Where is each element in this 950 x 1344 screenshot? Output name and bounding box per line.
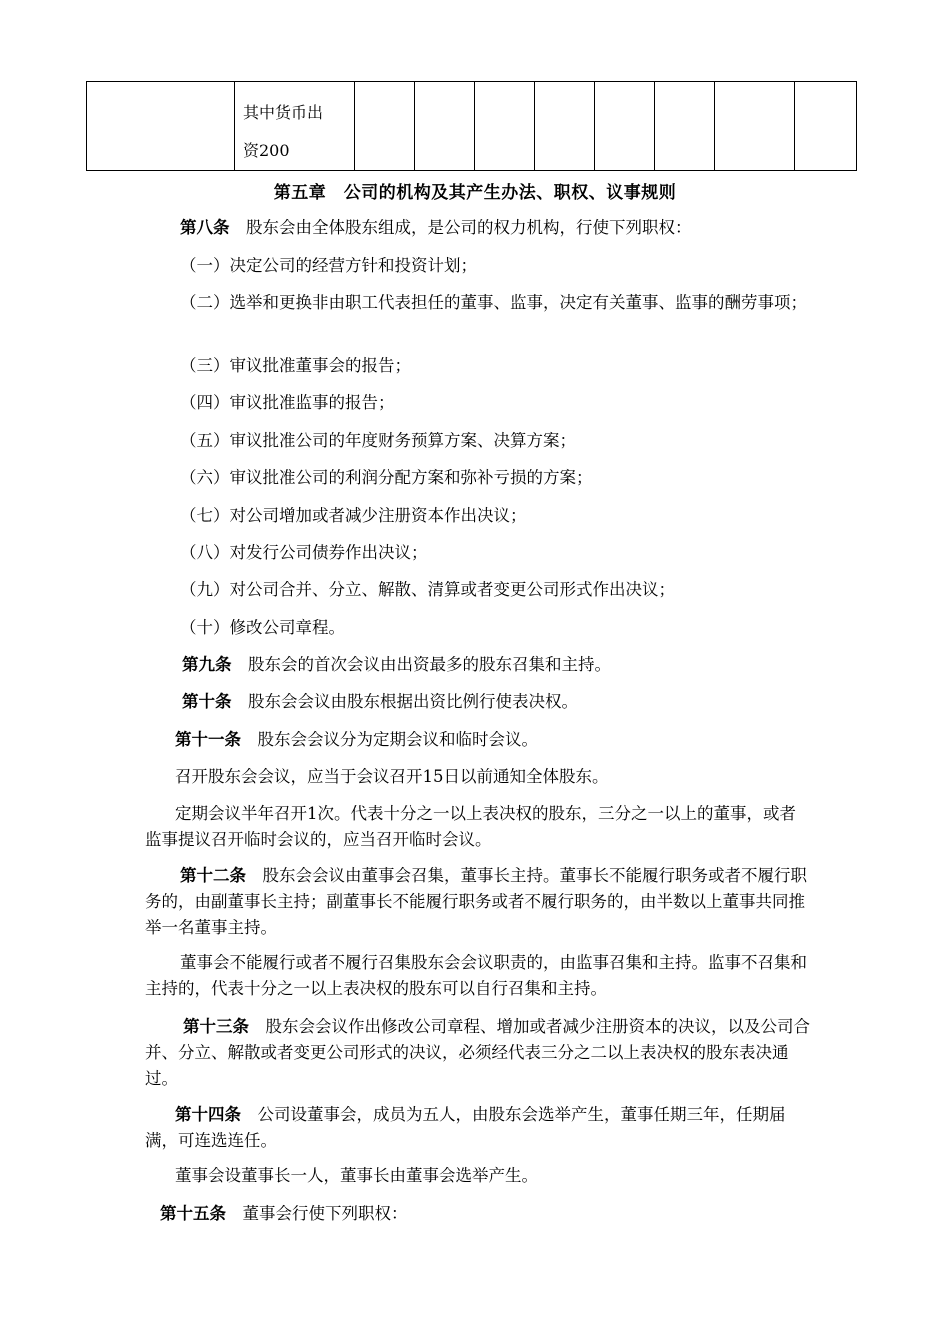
table-cell — [415, 82, 475, 171]
paragraph: 董事会设董事长一人，董事长由董事会选举产生。 — [175, 1166, 538, 1185]
article-12 — [145, 863, 810, 941]
article-text: 股东会的首次会议由出资最多的股东召集和主持。 — [231, 655, 611, 674]
article-10 — [182, 689, 847, 715]
list-item: （五）审议批准公司的年度财务预算方案、决算方案； — [180, 431, 576, 450]
table-cell-capital-note — [235, 82, 355, 171]
article-label: 第十一条 — [175, 730, 241, 749]
capital-table-fragment — [86, 81, 857, 171]
paragraph: 定期会议半年召开1次。代表十分之一以上表决权的股东，三分之一以上的董事，或者监事提议召开临时会议的，应当召开临时会议。 — [145, 804, 796, 849]
article-text: 股东会会议由股东根据出资比例行使表决权。 — [231, 692, 578, 711]
table-cell — [355, 82, 415, 171]
paragraph: 召开股东会会议，应当于会议召开15日以前通知全体股东。 — [175, 767, 609, 786]
list-item: （二）选举和更换非由职工代表担任的董事、监事，决定有关董事、监事的酬劳事项； — [180, 293, 807, 312]
article-label: 第九条 — [182, 655, 232, 674]
article-text: 股东会会议作出修改公司章程、增加或者减少注册资本的决议，以及公司合并、分立、解散或者变更公司形式的决议，必须经代表三分之二以上表决权的股东表决通过。 — [145, 1017, 810, 1088]
article-11 — [175, 727, 840, 753]
article-8 — [180, 215, 820, 241]
list-item: （八）对发行公司债券作出决议； — [180, 543, 428, 562]
article-text: 股东会由全体股东组成，是公司的权力机构，行使下列职权： — [229, 218, 692, 237]
list-item: （三）审议批准董事会的报告； — [180, 356, 411, 375]
list-item: （七）对公司增加或者减少注册资本作出决议； — [180, 506, 527, 525]
article-15 — [160, 1201, 825, 1227]
article-9 — [182, 652, 847, 678]
article-text: 董事会行使下列职权： — [226, 1204, 408, 1223]
table-cell — [795, 82, 857, 171]
table-cell — [535, 82, 595, 171]
table-cell — [475, 82, 535, 171]
list-item: （十）修改公司章程。 — [180, 618, 345, 637]
article-text: 股东会会议由董事会召集，董事长主持。董事长不能履行职务或者不履行职务的，由副董事长主持；副董事长不能履行职务或者不履行职务的，由半数以上董事共同推举一名董事主持。 — [145, 866, 807, 937]
cell-line: 其中货币出 — [243, 103, 324, 122]
article-label: 第十条 — [182, 692, 232, 711]
table-cell — [655, 82, 715, 171]
article-label: 第十四条 — [175, 1105, 241, 1124]
article-text: 股东会会议分为定期会议和临时会议。 — [241, 730, 538, 749]
article-label: 第十三条 — [183, 1017, 249, 1036]
chapter-heading: 第五章 公司的机构及其产生办法、职权、议事规则 — [273, 183, 677, 203]
table-cell — [715, 82, 795, 171]
list-item: （九）对公司合并、分立、解散、清算或者变更公司形式作出决议； — [180, 580, 675, 599]
article-label: 第十二条 — [180, 866, 246, 885]
list-item: （一）决定公司的经营方针和投资计划； — [180, 256, 477, 275]
article-label: 第十五条 — [160, 1204, 226, 1223]
table-cell — [595, 82, 655, 171]
paragraph: 董事会不能履行或者不履行召集股东会会议职责的，由监事召集和主持。监事不召集和主持的，代表十分之一以上表决权的股东可以自行召集和主持。 — [145, 953, 807, 998]
article-13 — [145, 1014, 810, 1092]
article-label: 第八条 — [180, 218, 230, 237]
cell-line: 资200 — [243, 141, 290, 160]
article-14 — [145, 1102, 810, 1154]
list-item: （六）审议批准公司的利润分配方案和弥补亏损的方案； — [180, 468, 593, 487]
article-text: 公司设董事会，成员为五人，由股东会选举产生，董事任期三年，任期届满，可连选连任。 — [145, 1105, 786, 1150]
table-cell — [87, 82, 235, 171]
list-item: （四）审议批准监事的报告； — [180, 393, 395, 412]
